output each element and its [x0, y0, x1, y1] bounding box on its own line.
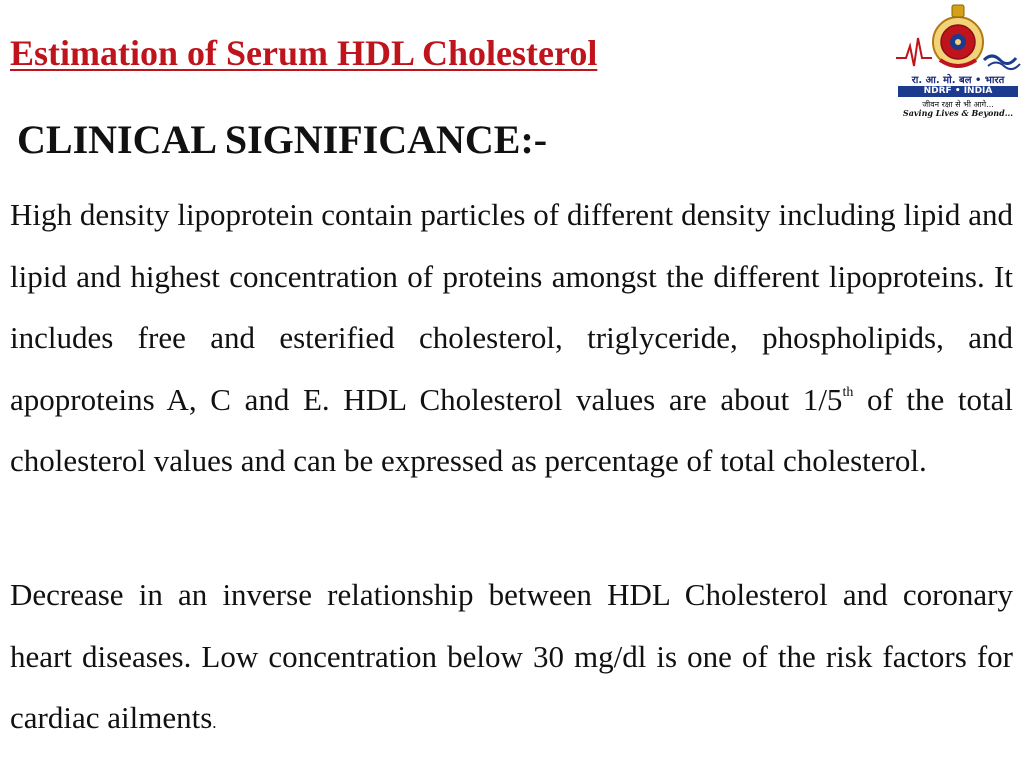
paragraph-text-part2: of the total cholesterol values and can be expressed as percentage of total cholesterol. — [10, 381, 1013, 478]
ndrf-emblem-icon — [892, 2, 1024, 74]
logo-tagline-english: Saving Lives & Beyond... — [902, 108, 1014, 118]
logo-hindi-name: रा. आ. मो. बल • भारत — [911, 75, 1005, 86]
superscript-ordinal: th — [842, 384, 854, 400]
logo-band-text: NDRF • INDIA — [898, 86, 1018, 97]
paragraph-trailing-period: . — [212, 713, 217, 732]
slide-title: Estimation of Serum HDL Cholesterol — [10, 33, 598, 73]
lion-capital-icon — [952, 5, 964, 17]
emblem-dot-icon — [955, 39, 961, 45]
paragraph-inverse-relationship — [10, 564, 1013, 754]
ndrf-logo — [892, 2, 1024, 118]
paragraph-text: Decrease in an inverse relationship between HDL Cholesterol and coronary heart diseases. Low concentration below 30 mg/dl is one of the risk factors for cardiac ailments — [10, 577, 1013, 735]
paragraph-text-part1: High density lipoprotein contain particles of different density including lipid and lipid and highest concentration of proteins amongst the different lipoproteins. It includes free and esterified cholesterol, triglyceride, phospholipids, and apoproteins A, C and E. HDL Cholesterol values are about 1/5 — [10, 197, 1013, 417]
heartbeat-line-icon — [896, 38, 932, 66]
section-heading: CLINICAL SIGNIFICANCE:- — [17, 117, 548, 162]
logo-tagline-hindi: जीवन रक्षा से भी आगे... — [922, 100, 994, 109]
paragraph-clinical-significance — [10, 184, 1013, 492]
